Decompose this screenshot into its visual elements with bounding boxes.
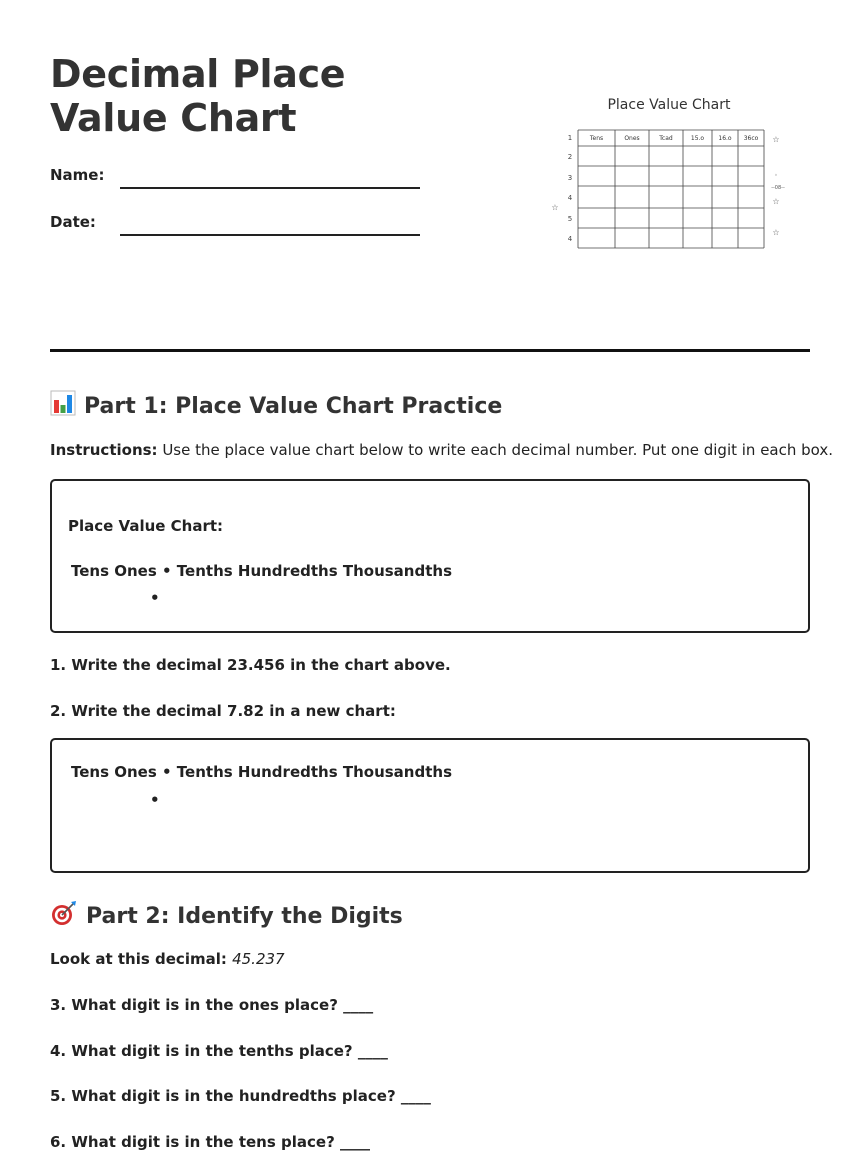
- place-value-chart-image: [548, 92, 798, 257]
- part1-heading-text: Part 1: Place Value Chart Practice: [84, 393, 503, 419]
- new-chart-column-headers: Tens Ones • Tenths Hundredths Thousandths: [71, 763, 452, 781]
- grid-side-mark: ☆: [772, 135, 780, 144]
- section-divider: [50, 349, 810, 352]
- new-chart-box: [50, 738, 810, 873]
- place-value-box: [50, 479, 810, 633]
- target-icon: [50, 899, 78, 933]
- question-5: 5. What digit is in the hundredths place? ____: [50, 1087, 431, 1105]
- bar-chart-icon: [50, 390, 76, 422]
- question-2: 2. Write the decimal 7.82 in a new chart:: [50, 702, 396, 720]
- column-headers: Tens Ones • Tenths Hundredths Thousandths: [71, 562, 452, 580]
- name-field[interactable]: [120, 187, 420, 189]
- grid-left-mark: ☆: [551, 203, 559, 212]
- question-4: 4. What digit is in the tenths place? ____: [50, 1042, 388, 1060]
- look-at-decimal: [50, 950, 285, 968]
- grid-column-header: Tens: [589, 135, 604, 142]
- look-label: Look at this decimal:: [50, 950, 227, 968]
- grid-column-header: 15.o: [690, 135, 705, 142]
- grid-row-number: 4: [567, 194, 573, 202]
- instructions: [50, 441, 833, 459]
- grid-column-header: 36co: [743, 135, 759, 142]
- grid-row-number: 2: [567, 153, 573, 161]
- instructions-text: Use the place value chart below to write each decimal number. Put one digit in each box.: [157, 441, 834, 459]
- grid-row-number: 5: [567, 215, 573, 223]
- new-chart-decimal-point: •: [150, 791, 160, 809]
- grid-column-header: 16.o: [718, 135, 732, 142]
- place-value-box-label: Place Value Chart:: [68, 517, 224, 535]
- grid-side-mark: ☆: [772, 228, 780, 237]
- grid-side-mark: --08--: [771, 185, 785, 191]
- chart-image-caption: Place Value Chart: [607, 97, 731, 113]
- date-field[interactable]: [120, 234, 420, 236]
- chart-image-grid: [551, 130, 785, 248]
- grid-column-header: Tcad: [659, 135, 673, 142]
- instructions-label: Instructions:: [50, 441, 158, 459]
- grid-column-header: Ones: [624, 135, 640, 142]
- part1-heading: [50, 390, 502, 422]
- grid-row-number: 4: [567, 235, 573, 243]
- question-1: 1. Write the decimal 23.456 in the chart above.: [50, 656, 451, 674]
- part2-heading: [50, 899, 403, 933]
- grid-side-mark: ☆: [772, 197, 780, 206]
- grid-row-number: 1: [567, 134, 573, 142]
- decimal-point: •: [150, 589, 160, 607]
- part2-heading-text: Part 2: Identify the Digits: [86, 903, 403, 929]
- page-title: Decimal Place Value Chart: [50, 52, 346, 140]
- decimal-value: 45.237: [232, 950, 285, 968]
- question-3: 3. What digit is in the ones place? ____: [50, 996, 374, 1014]
- name-label: Name:: [50, 166, 105, 184]
- date-label: Date:: [50, 213, 96, 231]
- grid-row-number: 3: [567, 174, 573, 182]
- grid-side-mark: ◦: [774, 172, 778, 179]
- question-6: 6. What digit is in the tens place? ____: [50, 1133, 370, 1151]
